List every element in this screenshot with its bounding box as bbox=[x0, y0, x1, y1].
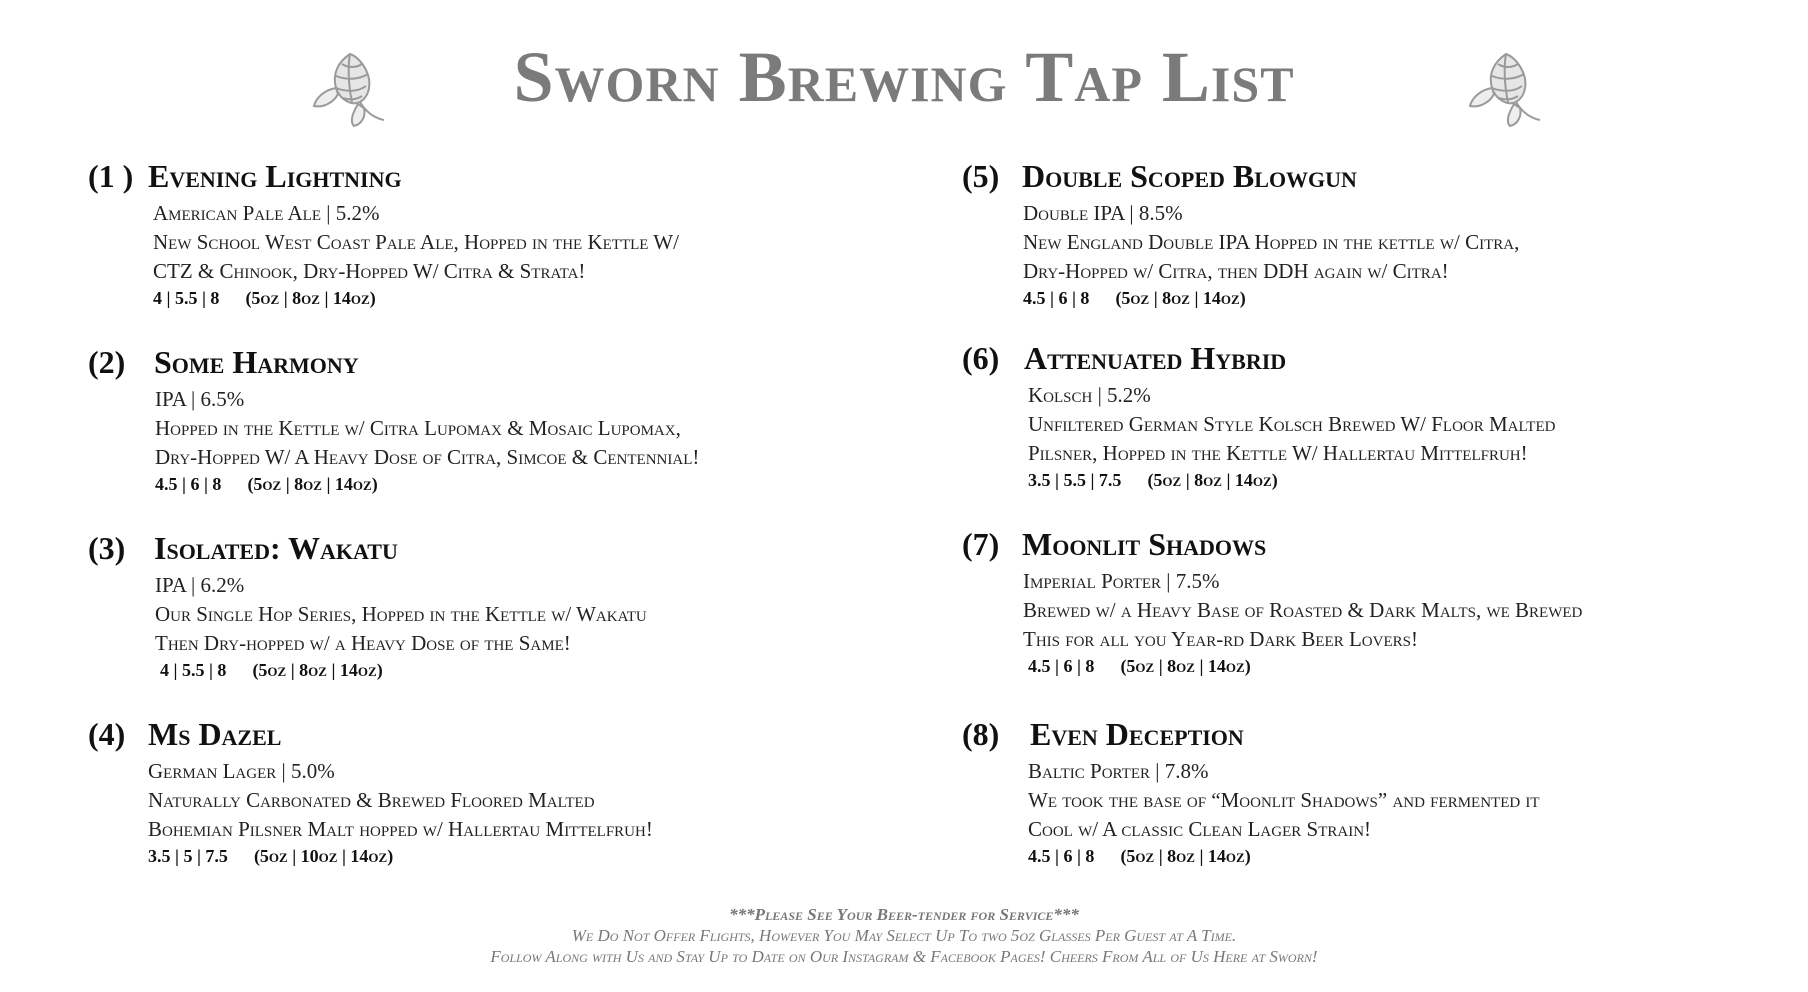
beer-description: Pilsner, Hopped in the Kettle W/ Hallertau Mittelfruh! bbox=[1028, 441, 1528, 465]
beer-style: German Lager | 5.0% bbox=[148, 759, 335, 783]
beer-description: We took the base of “Moonlit Shadows” and fermented it bbox=[1028, 788, 1540, 812]
beer-name: (3) Isolated: Wakatu bbox=[88, 530, 398, 566]
beer-name: (6) Attenuated Hybrid bbox=[962, 340, 1287, 376]
beer-prices: 4 | 5.5 | 8 (5oz | 8oz | 14oz) bbox=[153, 288, 376, 308]
beer-description: Dry-Hopped W/ A Heavy Dose of Citra, Simcoe & Centennial! bbox=[155, 445, 700, 469]
footer-flights-note: We Do Not Offer Flights, However You May Select Up To two 5oz Glasses Per Guest at A Time. bbox=[571, 926, 1237, 945]
beer-entry-8 bbox=[962, 716, 1540, 867]
beer-style: Baltic Porter | 7.8% bbox=[1028, 759, 1209, 783]
beer-style: IPA | 6.5% bbox=[155, 387, 245, 411]
beer-name: (2) Some Harmony bbox=[88, 344, 359, 380]
beer-prices: 4.5 | 6 | 8 (5oz | 8oz | 14oz) bbox=[1028, 656, 1251, 676]
beer-name: (7) Moonlit Shadows bbox=[962, 526, 1267, 562]
beer-style: American Pale Ale | 5.2% bbox=[153, 201, 380, 225]
beer-entry-1 bbox=[88, 158, 679, 309]
beer-description: Brewed w/ a Heavy Base of Roasted & Dark Malts, we Brewed bbox=[1023, 598, 1583, 622]
beer-style: Imperial Porter | 7.5% bbox=[1023, 569, 1220, 593]
beer-entry-3 bbox=[88, 530, 647, 681]
beer-prices: 4.5 | 6 | 8 (5oz | 8oz | 14oz) bbox=[155, 474, 378, 494]
beer-name: (4) Ms Dazel bbox=[88, 716, 282, 752]
beer-entry-6 bbox=[962, 340, 1555, 491]
footer-social-note: Follow Along with Us and Stay Up to Date on Our Instagram & Facebook Pages! Cheers From All of Us Here at Sworn! bbox=[490, 947, 1318, 966]
beer-entry-7 bbox=[962, 526, 1582, 677]
beer-style: Double IPA | 8.5% bbox=[1023, 201, 1183, 225]
beer-name: (5) Double Scoped Blowgun bbox=[962, 158, 1357, 194]
beer-entry-2 bbox=[88, 344, 699, 495]
beer-description: New England Double IPA Hopped in the kettle w/ Citra, bbox=[1023, 230, 1520, 254]
beer-description: CTZ & Chinook, Dry-Hopped W/ Citra & Strata! bbox=[153, 259, 586, 283]
beer-description: Naturally Carbonated & Brewed Floored Malted bbox=[148, 788, 595, 812]
beer-prices: 3.5 | 5 | 7.5 (5oz | 10oz | 14oz) bbox=[148, 846, 394, 866]
beer-entry-5 bbox=[962, 158, 1519, 309]
beer-description: Bohemian Pilsner Malt hopped w/ Hallertau Mittelfruh! bbox=[148, 817, 653, 841]
beer-name: (8) Even Deception bbox=[962, 716, 1244, 752]
beer-description: Then Dry-hopped w/ a Heavy Dose of the Same! bbox=[155, 631, 571, 655]
page-title: Sworn Brewing Tap List bbox=[513, 37, 1295, 117]
beer-prices: 4.5 | 6 | 8 (5oz | 8oz | 14oz) bbox=[1023, 288, 1246, 308]
beer-description: This for all you Year-rd Dark Beer Lovers! bbox=[1023, 627, 1418, 651]
beer-description: Hopped in the Kettle w/ Citra Lupomax & Mosaic Lupomax, bbox=[155, 416, 681, 440]
beer-description: Dry-Hopped w/ Citra, then DDH again w/ Citra! bbox=[1023, 259, 1449, 283]
beer-style: Kolsch | 5.2% bbox=[1028, 383, 1151, 407]
hop-cone-icon bbox=[308, 44, 392, 128]
beer-name: (1 ) Evening Lightning bbox=[88, 158, 402, 194]
beer-description: Our Single Hop Series, Hopped in the Kettle w/ Wakatu bbox=[155, 602, 647, 626]
beer-style: IPA | 6.2% bbox=[155, 573, 245, 597]
beer-description: New School West Coast Pale Ale, Hopped in the Kettle W/ bbox=[153, 230, 679, 254]
beer-entry-4 bbox=[88, 716, 653, 867]
beer-prices: 3.5 | 5.5 | 7.5 (5oz | 8oz | 14oz) bbox=[1028, 470, 1278, 490]
beer-prices: 4 | 5.5 | 8 (5oz | 8oz | 14oz) bbox=[160, 660, 383, 680]
beer-description: Cool w/ A classic Clean Lager Strain! bbox=[1028, 817, 1372, 841]
footer-service-note: ***Please See Your Beer-tender for Service*** bbox=[729, 905, 1079, 924]
beer-prices: 4.5 | 6 | 8 (5oz | 8oz | 14oz) bbox=[1028, 846, 1251, 866]
beer-description: Unfiltered German Style Kolsch Brewed W/ Floor Malted bbox=[1028, 412, 1556, 436]
hop-cone-icon bbox=[1464, 44, 1548, 128]
